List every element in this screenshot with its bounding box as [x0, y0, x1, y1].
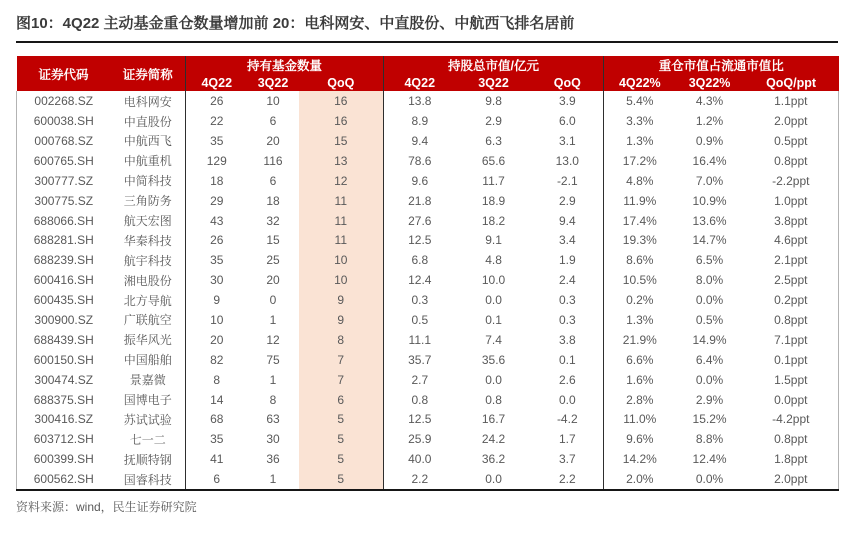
name-cell: 航天宏图 — [123, 214, 172, 229]
funds-4q22-cell: 6 — [186, 469, 248, 490]
table-row — [17, 370, 839, 390]
ratio-qoq-cell: 2.0ppt — [744, 469, 839, 490]
funds-4q22-cell: 35 — [186, 250, 248, 270]
funds-4q22-cell: 41 — [186, 449, 248, 469]
ratio-3q22-cell: 1.2% — [695, 114, 724, 129]
header-name: 证券简称 — [111, 56, 186, 91]
funds-4q22-cell: 9 — [186, 290, 248, 310]
mv-qoq-cell: 3.9 — [558, 94, 576, 109]
mv-4q22-cell: 9.4 — [384, 131, 456, 151]
mv-4q22-cell: 6.8 — [384, 250, 456, 270]
funds-3q22-cell: 18 — [266, 193, 280, 208]
table-row — [17, 191, 839, 211]
code-cell: 600038.SH — [17, 111, 111, 131]
code-cell: 600765.SH — [17, 151, 111, 171]
funds-4q22-cell: 129 — [186, 151, 248, 171]
name-cell: 中航重机 — [123, 154, 172, 169]
funds-3q22-cell: 25 — [266, 253, 280, 268]
funds-qoq-cell: 10 — [299, 250, 384, 270]
name-cell: 景嘉微 — [129, 373, 166, 388]
code-cell: 002268.SZ — [17, 91, 111, 111]
mv-qoq-cell: 3.1 — [558, 133, 576, 148]
ratio-3q22-cell: 6.4% — [695, 352, 724, 367]
table-row — [17, 111, 839, 131]
code-cell: 300775.SZ — [17, 191, 111, 211]
code-cell: 600416.SH — [17, 270, 111, 290]
holdings-table — [16, 56, 839, 491]
funds-qoq-cell: 11 — [299, 191, 384, 211]
code-cell: 688375.SH — [17, 390, 111, 410]
subheader-mv-qoq: QoQ — [532, 74, 604, 91]
ratio-3q22-cell: 16.4% — [692, 153, 727, 168]
mv-qoq-cell: 3.4 — [558, 233, 576, 248]
mv-3q22-cell: 16.7 — [481, 412, 506, 427]
mv-qoq-cell: 2.6 — [558, 372, 576, 387]
name-cell: 中简科技 — [123, 174, 172, 189]
ratio-qoq-cell: 0.5ppt — [744, 131, 839, 151]
mv-3q22-cell: 18.9 — [481, 193, 506, 208]
table-body — [17, 91, 839, 490]
table-row — [17, 350, 839, 370]
mv-4q22-cell: 27.6 — [384, 211, 456, 231]
funds-4q22-cell: 82 — [186, 350, 248, 370]
name-cell: 国睿科技 — [123, 472, 172, 487]
mv-3q22-cell: 0.0 — [485, 372, 502, 387]
mv-qoq-cell: 0.3 — [558, 293, 576, 308]
funds-3q22-cell: 1 — [269, 472, 277, 487]
funds-qoq-cell: 16 — [299, 91, 384, 111]
mv-3q22-cell: 7.4 — [485, 332, 502, 347]
ratio-4q22-cell: 19.3% — [604, 230, 676, 250]
name-cell: 中直股份 — [123, 114, 172, 129]
mv-qoq-cell: 0.1 — [558, 352, 576, 367]
mv-3q22-cell: 18.2 — [481, 213, 506, 228]
name-cell: 华秦科技 — [123, 233, 172, 248]
ratio-4q22-cell: 0.2% — [604, 290, 676, 310]
table-row — [17, 390, 839, 410]
ratio-qoq-cell: -2.2ppt — [744, 171, 839, 191]
ratio-qoq-cell: 1.1ppt — [744, 91, 839, 111]
name-cell: 国博电子 — [123, 393, 172, 408]
ratio-qoq-cell: 0.8ppt — [744, 151, 839, 171]
ratio-4q22-cell: 21.9% — [604, 330, 676, 350]
funds-qoq-cell: 11 — [299, 211, 384, 231]
table-row — [17, 469, 839, 490]
funds-4q22-cell: 18 — [186, 171, 248, 191]
name-cell: 七一二 — [129, 432, 166, 447]
mv-qoq-cell: 1.9 — [558, 253, 576, 268]
ratio-qoq-cell: 2.0ppt — [744, 111, 839, 131]
ratio-3q22-cell: 0.9% — [695, 133, 724, 148]
mv-qoq-cell: -4.2 — [556, 412, 578, 427]
mv-4q22-cell: 21.8 — [384, 191, 456, 211]
ratio-4q22-cell: 14.2% — [604, 449, 676, 469]
table-row — [17, 270, 839, 290]
mv-4q22-cell: 12.5 — [384, 230, 456, 250]
ratio-4q22-cell: 5.4% — [604, 91, 676, 111]
funds-qoq-cell: 5 — [299, 429, 384, 449]
code-cell: 300474.SZ — [17, 370, 111, 390]
mv-3q22-cell: 0.0 — [485, 472, 502, 487]
funds-4q22-cell: 20 — [186, 330, 248, 350]
funds-3q22-cell: 1 — [269, 312, 277, 327]
ratio-qoq-cell: 0.2ppt — [744, 290, 839, 310]
header-group-market-value: 持股总市值/亿元 — [384, 56, 604, 74]
funds-3q22-cell: 20 — [266, 133, 280, 148]
table-row — [17, 151, 839, 171]
ratio-qoq-cell: 1.0ppt — [744, 191, 839, 211]
mv-4q22-cell: 2.2 — [384, 469, 456, 490]
ratio-qoq-cell: 0.8ppt — [744, 310, 839, 330]
ratio-4q22-cell: 11.9% — [604, 191, 676, 211]
funds-qoq-cell: 5 — [299, 410, 384, 430]
name-cell: 苏试试验 — [123, 412, 172, 427]
code-cell: 600399.SH — [17, 449, 111, 469]
funds-qoq-cell: 5 — [299, 449, 384, 469]
mv-3q22-cell: 4.8 — [485, 253, 502, 268]
mv-3q22-cell: 2.9 — [485, 114, 502, 129]
mv-qoq-cell: 3.8 — [558, 332, 576, 347]
mv-4q22-cell: 12.5 — [384, 410, 456, 430]
header-code: 证券代码 — [17, 56, 111, 91]
funds-qoq-cell: 13 — [299, 151, 384, 171]
funds-4q22-cell: 68 — [186, 410, 248, 430]
ratio-qoq-cell: 0.0ppt — [744, 390, 839, 410]
ratio-4q22-cell: 11.0% — [604, 410, 676, 430]
mv-3q22-cell: 11.7 — [482, 173, 505, 188]
ratio-3q22-cell: 4.3% — [695, 94, 724, 109]
ratio-4q22-cell: 4.8% — [604, 171, 676, 191]
mv-3q22-cell: 9.1 — [485, 233, 502, 248]
name-cell: 振华风光 — [123, 333, 172, 348]
code-cell: 000768.SZ — [17, 131, 111, 151]
subheader-ratio-qoq: QoQ/ppt — [744, 74, 839, 91]
mv-qoq-cell: 0.3 — [558, 312, 576, 327]
source-note: 资料来源：wind，民生证券研究院 — [16, 500, 197, 515]
ratio-4q22-cell: 8.6% — [604, 250, 676, 270]
funds-3q22-cell: 20 — [266, 273, 280, 288]
name-cell: 电科网安 — [123, 94, 172, 109]
mv-4q22-cell: 78.6 — [384, 151, 456, 171]
funds-qoq-cell: 11 — [299, 230, 384, 250]
ratio-4q22-cell: 10.5% — [604, 270, 676, 290]
mv-qoq-cell: 2.4 — [558, 273, 576, 288]
funds-3q22-cell: 12 — [266, 332, 280, 347]
name-cell: 抚顺特钢 — [123, 452, 172, 467]
code-cell: 688439.SH — [17, 330, 111, 350]
subheader-funds-qoq: QoQ — [299, 74, 384, 91]
code-cell: 300900.SZ — [17, 310, 111, 330]
mv-4q22-cell: 2.7 — [384, 370, 456, 390]
ratio-3q22-cell: 10.9% — [692, 193, 727, 208]
funds-qoq-cell: 9 — [299, 310, 384, 330]
ratio-3q22-cell: 6.5% — [695, 253, 724, 268]
ratio-4q22-cell: 9.6% — [604, 429, 676, 449]
ratio-3q22-cell: 14.9% — [692, 332, 727, 347]
funds-4q22-cell: 43 — [186, 211, 248, 231]
funds-qoq-cell: 5 — [299, 469, 384, 490]
ratio-4q22-cell: 17.4% — [604, 211, 676, 231]
code-cell: 300777.SZ — [17, 171, 111, 191]
mv-qoq-cell: 3.7 — [558, 452, 576, 467]
mv-4q22-cell: 0.8 — [384, 390, 456, 410]
mv-4q22-cell: 0.5 — [384, 310, 456, 330]
funds-qoq-cell: 12 — [299, 171, 384, 191]
ratio-3q22-cell: 0.0% — [695, 293, 724, 308]
funds-qoq-cell: 7 — [299, 350, 384, 370]
mv-3q22-cell: 35.6 — [481, 352, 506, 367]
funds-4q22-cell: 30 — [186, 270, 248, 290]
ratio-3q22-cell: 0.0% — [695, 372, 724, 387]
table-row — [17, 230, 839, 250]
ratio-qoq-cell: 3.8ppt — [744, 211, 839, 231]
ratio-4q22-cell: 6.6% — [604, 350, 676, 370]
ratio-qoq-cell: 7.1ppt — [744, 330, 839, 350]
ratio-4q22-cell: 1.3% — [604, 310, 676, 330]
mv-qoq-cell: 13.0 — [555, 153, 579, 168]
mv-4q22-cell: 11.1 — [384, 330, 456, 350]
funds-4q22-cell: 29 — [186, 191, 248, 211]
code-cell: 603712.SH — [17, 429, 111, 449]
table-row — [17, 449, 839, 469]
funds-qoq-cell: 10 — [299, 270, 384, 290]
code-cell: 300416.SZ — [17, 410, 111, 430]
funds-qoq-cell: 8 — [299, 330, 384, 350]
funds-3q22-cell: 63 — [266, 412, 280, 427]
header-group-fund-count: 持有基金数量 — [186, 56, 384, 74]
table-row — [17, 290, 839, 310]
funds-4q22-cell: 35 — [186, 131, 248, 151]
ratio-qoq-cell: 0.1ppt — [744, 350, 839, 370]
table-row — [17, 171, 839, 191]
ratio-4q22-cell: 1.6% — [604, 370, 676, 390]
mv-3q22-cell: 0.1 — [485, 312, 502, 327]
ratio-qoq-cell: 2.5ppt — [744, 270, 839, 290]
funds-qoq-cell: 6 — [299, 390, 384, 410]
mv-3q22-cell: 65.6 — [481, 153, 506, 168]
funds-3q22-cell: 1 — [269, 372, 277, 387]
funds-4q22-cell: 22 — [186, 111, 248, 131]
code-cell: 688281.SH — [17, 230, 111, 250]
ratio-4q22-cell: 3.3% — [604, 111, 676, 131]
mv-3q22-cell: 0.0 — [485, 293, 502, 308]
mv-3q22-cell: 24.2 — [481, 432, 506, 447]
funds-4q22-cell: 14 — [186, 390, 248, 410]
table-row — [17, 310, 839, 330]
name-cell: 中国船舶 — [123, 353, 172, 368]
subheader-funds-4q22: 4Q22 — [186, 74, 248, 91]
mv-qoq-cell: 6.0 — [558, 114, 576, 129]
mv-3q22-cell: 0.8 — [485, 392, 502, 407]
funds-3q22-cell: 6 — [269, 173, 277, 188]
funds-3q22-cell: 15 — [266, 233, 280, 248]
name-cell: 广联航空 — [123, 313, 172, 328]
mv-3q22-cell: 10.0 — [481, 273, 506, 288]
table-row — [17, 330, 839, 350]
funds-4q22-cell: 26 — [186, 91, 248, 111]
ratio-3q22-cell: 15.2% — [692, 412, 727, 427]
funds-3q22-cell: 75 — [266, 352, 280, 367]
mv-4q22-cell: 25.9 — [384, 429, 456, 449]
mv-4q22-cell: 35.7 — [384, 350, 456, 370]
mv-4q22-cell: 12.4 — [384, 270, 456, 290]
ratio-3q22-cell: 8.0% — [695, 273, 724, 288]
mv-qoq-cell: -2.1 — [556, 173, 578, 188]
ratio-3q22-cell: 7.0% — [695, 173, 724, 188]
table-row — [17, 250, 839, 270]
mv-qoq-cell: 9.4 — [558, 213, 576, 228]
mv-3q22-cell: 36.2 — [481, 452, 506, 467]
mv-4q22-cell: 13.8 — [384, 91, 456, 111]
ratio-qoq-cell: 4.6ppt — [744, 230, 839, 250]
table-header — [17, 56, 839, 91]
funds-3q22-cell: 8 — [269, 392, 277, 407]
table-row — [17, 211, 839, 231]
ratio-3q22-cell: 8.8% — [695, 432, 724, 447]
figure-title: 图10：4Q22 主动基金重仓数量增加前 20：电科网安、中直股份、中航西飞排名居前 — [16, 14, 838, 43]
ratio-3q22-cell: 0.0% — [695, 472, 724, 487]
table-row — [17, 91, 839, 111]
ratio-qoq-cell: 1.8ppt — [744, 449, 839, 469]
funds-3q22-cell: 30 — [266, 432, 280, 447]
code-cell: 600435.SH — [17, 290, 111, 310]
name-cell: 北方导航 — [123, 293, 172, 308]
funds-3q22-cell: 0 — [269, 293, 277, 308]
name-cell: 航宇科技 — [123, 253, 172, 268]
ratio-3q22-cell: 2.9% — [695, 392, 724, 407]
ratio-qoq-cell: -4.2ppt — [744, 410, 839, 430]
subheader-funds-3q22: 3Q22 — [248, 74, 299, 91]
ratio-4q22-cell: 1.3% — [604, 131, 676, 151]
ratio-3q22-cell: 13.6% — [692, 213, 727, 228]
mv-qoq-cell: 2.2 — [558, 472, 576, 487]
subheader-mv-4q22: 4Q22 — [384, 74, 456, 91]
funds-3q22-cell: 10 — [266, 94, 280, 109]
header-group-float-ratio: 重仓市值占流通市值比 — [604, 56, 839, 74]
ratio-3q22-cell: 0.5% — [695, 312, 724, 327]
mv-qoq-cell: 0.0 — [558, 392, 576, 407]
subheader-ratio-3q22: 3Q22% — [676, 74, 744, 91]
ratio-4q22-cell: 2.8% — [604, 390, 676, 410]
ratio-qoq-cell: 2.1ppt — [744, 250, 839, 270]
funds-qoq-cell: 15 — [299, 131, 384, 151]
ratio-3q22-cell: 12.4% — [692, 452, 727, 467]
funds-4q22-cell: 35 — [186, 429, 248, 449]
ratio-3q22-cell: 14.7% — [692, 233, 727, 248]
code-cell: 688239.SH — [17, 250, 111, 270]
ratio-4q22-cell: 17.2% — [604, 151, 676, 171]
mv-4q22-cell: 9.6 — [384, 171, 456, 191]
mv-4q22-cell: 40.0 — [384, 449, 456, 469]
table-row — [17, 131, 839, 151]
funds-4q22-cell: 10 — [186, 310, 248, 330]
mv-qoq-cell: 1.7 — [558, 432, 576, 447]
code-cell: 600150.SH — [17, 350, 111, 370]
funds-3q22-cell: 36 — [266, 452, 280, 467]
name-cell: 三角防务 — [123, 194, 172, 209]
name-cell: 湘电股份 — [123, 273, 172, 288]
mv-4q22-cell: 8.9 — [384, 111, 456, 131]
mv-4q22-cell: 0.3 — [384, 290, 456, 310]
funds-4q22-cell: 26 — [186, 230, 248, 250]
table-row — [17, 410, 839, 430]
table-row — [17, 429, 839, 449]
funds-qoq-cell: 16 — [299, 111, 384, 131]
mv-qoq-cell: 2.9 — [558, 193, 576, 208]
subheader-mv-3q22: 3Q22 — [456, 74, 532, 91]
funds-qoq-cell: 9 — [299, 290, 384, 310]
ratio-qoq-cell: 1.5ppt — [744, 370, 839, 390]
name-cell: 中航西飞 — [123, 134, 172, 149]
funds-3q22-cell: 116 — [263, 153, 283, 168]
code-cell: 688066.SH — [17, 211, 111, 231]
mv-3q22-cell: 6.3 — [485, 133, 502, 148]
funds-qoq-cell: 7 — [299, 370, 384, 390]
mv-3q22-cell: 9.8 — [485, 94, 502, 109]
funds-4q22-cell: 8 — [186, 370, 248, 390]
code-cell: 600562.SH — [17, 469, 111, 490]
funds-3q22-cell: 32 — [266, 213, 280, 228]
ratio-qoq-cell: 0.8ppt — [744, 429, 839, 449]
subheader-ratio-4q22: 4Q22% — [604, 74, 676, 91]
ratio-4q22-cell: 2.0% — [604, 469, 676, 490]
funds-3q22-cell: 6 — [269, 114, 277, 129]
